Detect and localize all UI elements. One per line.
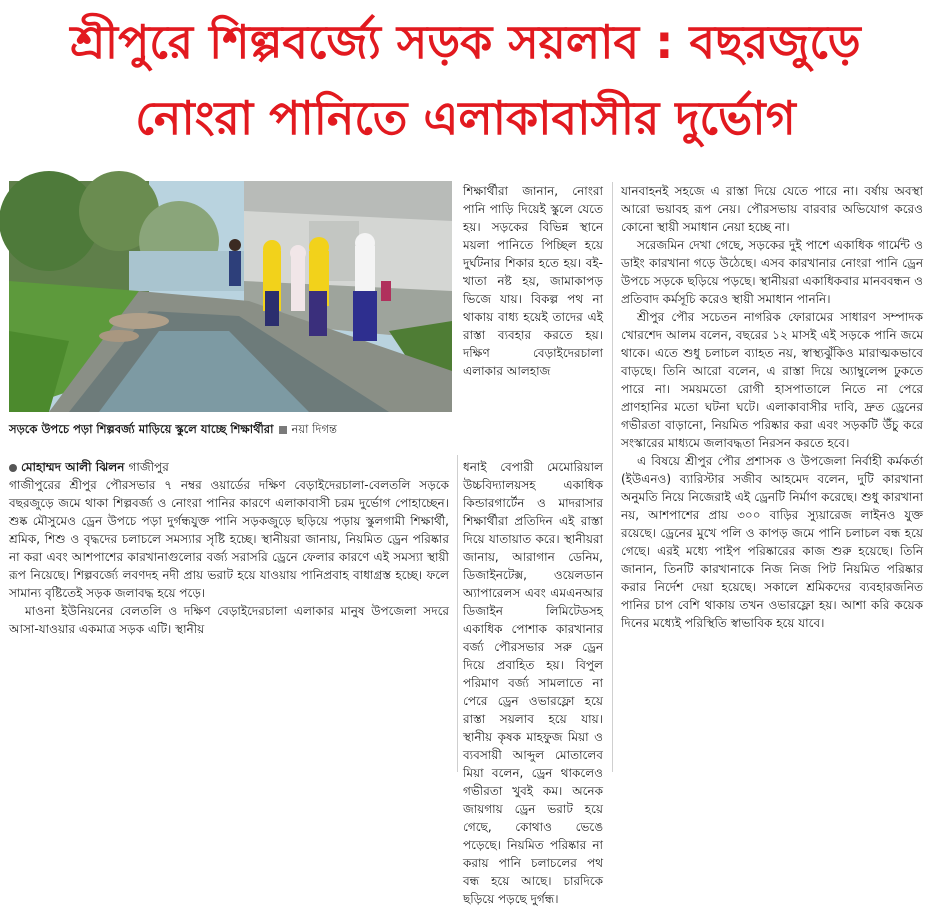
paragraph: ধনাই বেপারী মেমোরিয়াল উচ্চবিদ্যালয়সহ একাধিক কিন্ডারগার্টেন ও মাদরাসার শিক্ষার্থীরা প্রতিদিন এই রাস্তা দিয়ে যাতায়াত করে। স্থানীয়রা জানায়, আরাগান ডেনিম, ডিজাইনটেক্স, ওয়েলডান অ্যাপারেলস এবং এমএনআর ডিজাইন লিমিটেডসহ একাধিক পোশাক কারখানার বর্জ্য পৌরসভার সরু ড্রেন দিয়ে প্রবাহিত হয়। বিপুল পরিমাণ বর্জ্য সামলাতে না পেরে ড্রেন ওভারফ্লো হয়ে রাস্তা সয়লাব হয়ে যায়। স্থানীয় কৃষক মাহফুজ মিয়া ও ব্যবসায়ী আব্দুল মোতালেব মিয়া বলেন, ড্রেন থাকলেও গভীরতা খুবই কম। অনেক জায়গায় ড্রেন ভরাট হয়ে গেছে, কোথাও ভেঙে পড়েছে। নিয়মিত পরিষ্কার না করায় পানি চলাচলের পথ বন্ধ হয়ে আছে। চারদিকে ছড়িয়ে পড়ছে দুর্গন্ধ। (463, 460, 603, 906)
caption-text: সড়কে উপচে পড়া শিল্পবর্জ্য মাড়িয়ে স্কুলে যাচ্ছে শিক্ষার্থীরা (9, 422, 274, 436)
column-divider (457, 455, 458, 772)
photo-caption (9, 419, 452, 439)
column-left (9, 458, 449, 776)
news-photo (9, 181, 452, 412)
column-right (621, 182, 923, 776)
column-top-middle (463, 182, 603, 444)
paragraph: গাজীপুরের শ্রীপুর পৌরসভার ৭ নম্বর ওয়ার্ডের দক্ষিণ বেড়াইদেরচালা-বেলতলি সড়কে বছরজুড়ে জমে থাকা শিল্পবর্জ্য ও নোংরা পানির কারণে এলাকাবাসী চরম দুর্ভোগ পোহাচ্ছেন। শুষ্ক মৌসুমেও ড্রেন উপচে পড়া দুর্গন্ধযুক্ত পানি সড়কজুড়ে ছড়িয়ে পড়ায় স্কুলগামী শিক্ষার্থী, শ্রমিক, শিশু ও বৃদ্ধদের চলাচলে সমস্যার সৃষ্টি হচ্ছে। স্থানীয়রা জানায়, নিয়মিত ড্রেন পরিষ্কার না করা এবং আশপাশের কারখানাগুলোর বর্জ্য সরাসরি ড্রেনে ফেলার কারণে এই সমস্যা স্থায়ী রূপ নিয়েছে। শিল্পবর্জ্যে লবণদহ নদী প্রায় ভরাট হয়ে যাওয়ায় পানিপ্রবাহ বাধাগ্রস্ত হচ্ছে। ফলে সামান্য বৃষ্টিতেই সড়ক জলাবদ্ধ হয়ে পড়ে। (9, 478, 449, 600)
paragraph: যানবাহনই সহজে এ রাস্তা দিয়ে যেতে পারে না। বর্ষায় অবস্থা আরো ভয়াবহ রূপ নেয়। পৌরসভায় বারবার অভিযোগ করেও কোনো স্থায়ী সমাধান নেয়া হচ্ছে না। (621, 184, 923, 234)
paragraph: শিক্ষার্থীরা জানান, নোংরা পানি পাড়ি দিয়েই স্কুলে যেতে হয়। সড়কের বিভিন্ন স্থানে ময়লা পানিতে পিচ্ছিল হয়ে দুর্ঘটনার শিকার হতে হয়। বই-খাতা নষ্ট হয়, জামাকাপড় ভিজে যায়। বিকল্প পথ না থাকায় বাধ্য হয়েই তাদের এই রাস্তা ব্যবহার করতে হয়। দক্ষিণ বেড়াইদেরচালা এলাকার আলহাজ (463, 184, 603, 378)
paragraph: শ্রীপুর পৌর সচেতন নাগরিক ফোরামের সাধারণ সম্পাদক খোরশেদ আলম বলেন, বছরের ১২ মাসই এই সড়কে পানি জমে থাকে। এতে শুধু চলাচল ব্যাহত নয়, স্বাস্থ্যঝুঁকিও মারাত্মকভাবে বাড়ছে। তিনি আরো বলেন, এ রাস্তা দিয়ে অ্যাম্বুলেন্স ঢুকতে পারে না। সময়মতো রোগী হাসপাতালে নিতে না পেরে প্রাণহানির মতো ঘটনা ঘটে। এলাকাবাসীর দাবি, দ্রুত ড্রেনের গভীরতা বাড়ানো, নিয়মিত পরিষ্কার করা এবং সড়কটি উঁচু করে সংস্কারের মাধ্যমে জলাবদ্ধতা নিরসন করতে হবে। (621, 310, 923, 450)
column-divider (612, 182, 613, 772)
byline-author: মোহাম্মদ আলী ঝিলন (21, 460, 125, 474)
paragraph: মাওনা ইউনিয়নের বেলতলি ও দক্ষিণ বেড়াইদেরচালা এলাকার মানুষ উপজেলা সদরে আসা-যাওয়ার একমাত্র সড়ক এটি। স্থানীয় (9, 604, 449, 636)
headline-line-2: নোংরা পানিতে এলাকাবাসীর দুর্ভোগ (135, 91, 796, 145)
paragraph: সরেজমিন দেখা গেছে, সড়কের দুই পাশে একাধিক গার্মেন্ট ও ডাইং কারখানা গড়ে উঠেছে। এসব কারখানার নোংরা পানি ড্রেন উপচে সড়কে ছড়িয়ে পড়ছে। স্থানীয়রা একাধিকবার মানববন্ধন ও প্রতিবাদ কর্মসূচি করেও স্থায়ী সমাধান পাননি। (621, 238, 923, 306)
headline-line-1: শ্রীপুরে শিল্পবর্জ্যে সড়ক সয়লাব : বছরজুড়ে (70, 15, 861, 69)
column-middle (463, 458, 603, 906)
bullet-icon (9, 464, 17, 472)
photo-source: নয়া দিগন্ত (291, 422, 337, 436)
byline-place: গাজীপুর (128, 460, 169, 474)
square-bullet-icon (279, 426, 287, 434)
paragraph: এ বিষয়ে শ্রীপুর পৌর প্রশাসক ও উপজেলা নির্বাহী কর্মকর্তা (ইউএনও) ব্যারিস্টার সজীব আহমেদ বলেন, দুটি কারখানা অনুমতি নিয়ে নিজেরাই এই ড্রেনটি নির্মাণ করেছে। শুধু কারখানা নয়, আশপাশের প্রায় ৩০০ বাড়ির স্যুয়ারেজ লাইনও যুক্ত রয়েছে। ড্রেনের মুখে পলি ও কাপড় জমে পানি চলাচল বন্ধ হয়ে গেছে। এরই মধ্যে পাইপ পরিষ্কারের কাজ শুরু হয়েছে। তিনি জানান, তিনটি কারখানাকে নিজ নিজ পিট নিয়মিত পরিষ্কার করার নির্দেশ দেয়া হয়েছে। সকালে শ্রমিকদের ব্যবহারজনিত পানির চাপ বেশি থাকায় তখন ওভারফ্লো হয়। আশা করি কয়েক দিনের মধ্যেই পরিস্থিতি স্বাভাবিক হয়ে যাবে। (621, 454, 923, 630)
byline (9, 458, 449, 476)
